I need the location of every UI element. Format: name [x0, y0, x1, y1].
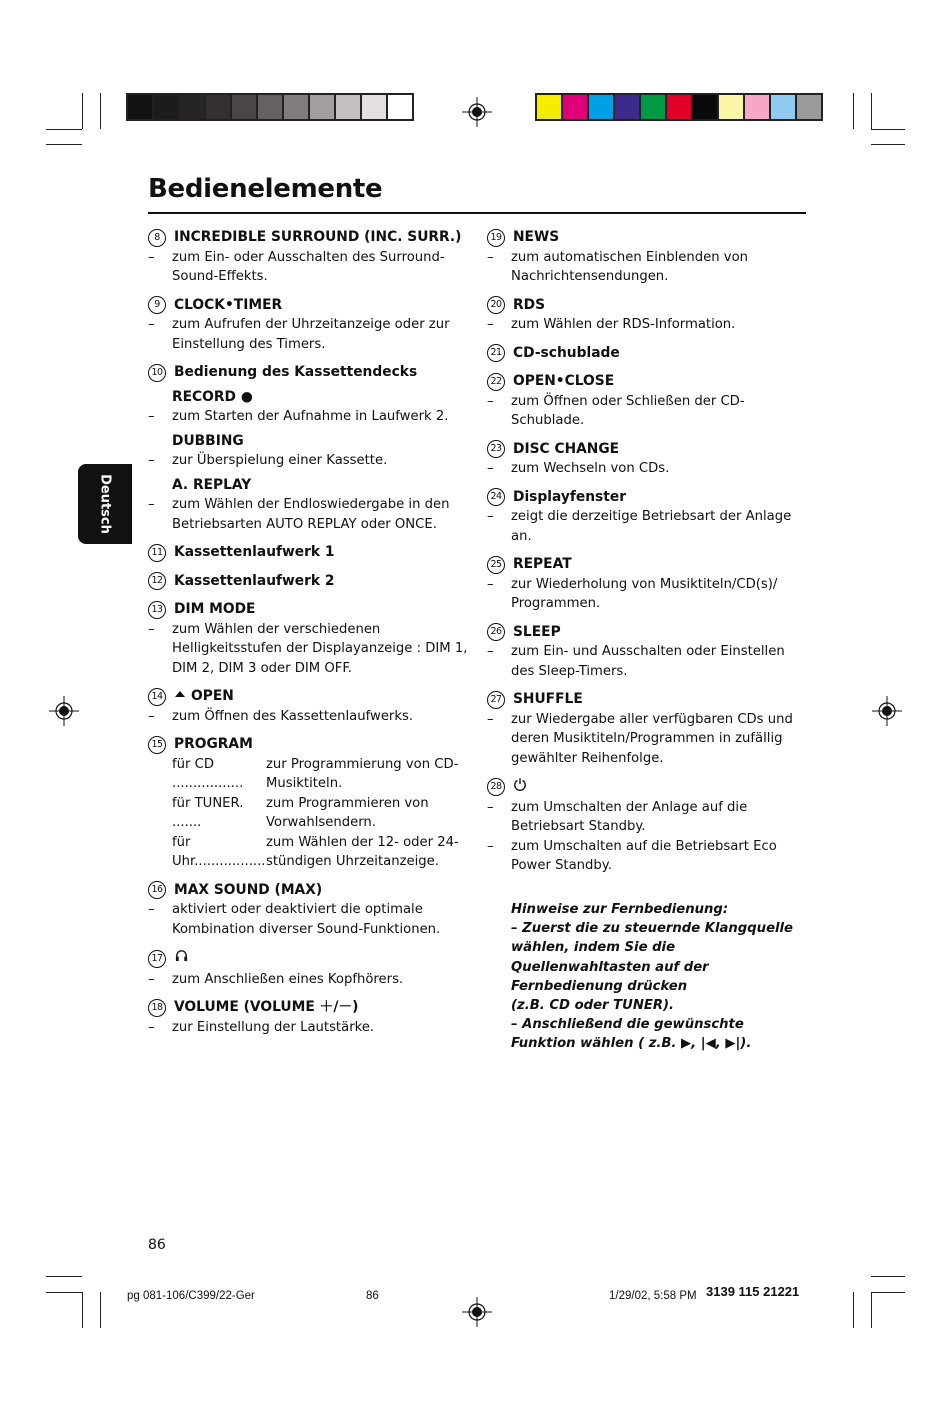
control-item — [148, 998, 470, 1037]
color-swatch — [537, 95, 563, 119]
item-description — [487, 459, 805, 479]
program-description: zum Programmieren von Vorwahlsendern. — [266, 795, 429, 830]
item-title: NEWS — [513, 229, 560, 245]
item-number: 23 — [487, 440, 505, 458]
description-text: zum Wählen der RDS-Information. — [511, 317, 736, 332]
item-number: 28 — [487, 778, 505, 796]
control-item — [148, 881, 470, 940]
description-text: zum Starten der Aufnahme in Laufwerk 2. — [172, 409, 449, 424]
hint-line: (z.B. CD oder TUNER). — [511, 998, 675, 1014]
control-heading — [148, 881, 470, 901]
dash: – — [487, 393, 494, 409]
crop-mark — [46, 144, 82, 145]
description-text: zum Öffnen des Kassettenlaufwerks. — [172, 708, 414, 724]
control-item — [148, 543, 470, 563]
control-heading — [148, 998, 470, 1018]
title-rule — [148, 212, 806, 214]
control-heading — [487, 555, 805, 575]
footer-page: 86 — [366, 1290, 379, 1302]
dash: – — [148, 497, 155, 512]
program-row — [148, 833, 470, 872]
program-mode: für Uhr................. — [172, 834, 266, 869]
program-mode: für TUNER. ....... — [172, 795, 244, 830]
description-text: zum Wählen der verschiedenen Helligkeitsstufen der Displayanzeige : DIM 1, DIM 2, DIM 3 oder DIM OFF. — [172, 621, 468, 676]
item-description — [487, 392, 805, 431]
color-swatch — [615, 95, 641, 119]
dash: – — [487, 711, 494, 727]
control-item — [148, 948, 470, 989]
description-text: aktiviert oder deaktiviert die optimale Kombination diverser Sound-Funktionen. — [172, 902, 441, 937]
control-heading — [487, 440, 805, 460]
registration-mark-icon — [872, 696, 902, 726]
sub-item-description — [148, 407, 470, 427]
control-item — [148, 296, 470, 355]
control-heading — [148, 363, 470, 383]
description-text: zum Wählen der Endloswiedergabe in den Betriebsarten AUTO REPLAY oder ONCE. — [172, 497, 450, 532]
item-description — [148, 620, 470, 679]
control-item — [487, 372, 805, 431]
color-swatch — [336, 95, 362, 119]
item-number: 24 — [487, 488, 505, 506]
dash: – — [487, 644, 494, 659]
crop-mark — [871, 1292, 905, 1293]
control-heading — [148, 687, 470, 707]
color-swatch — [154, 95, 180, 119]
control-heading — [487, 777, 805, 798]
item-number: 13 — [148, 601, 166, 619]
item-title: SLEEP — [513, 623, 561, 640]
item-title: DIM MODE — [174, 601, 256, 617]
right-column — [487, 228, 805, 885]
eject-icon — [174, 687, 186, 707]
control-heading — [487, 296, 805, 316]
footer-date: 1/29/02, 5:58 PM — [609, 1290, 697, 1302]
control-heading — [148, 296, 470, 316]
description-text: zeigt die derzeitige Betriebsart der Anlage an. — [511, 509, 792, 544]
crop-mark — [46, 1276, 82, 1277]
control-heading — [487, 488, 805, 508]
control-heading — [148, 572, 470, 592]
item-description — [487, 798, 805, 837]
item-description — [487, 710, 805, 769]
description-text: zum Öffnen oder Schließen der CD-Schublade. — [511, 393, 745, 428]
item-number: 11 — [148, 544, 166, 562]
description-text: zum Ein- oder Ausschalten des Surround-Sound-Effekts. — [172, 249, 445, 284]
item-description — [487, 507, 805, 546]
item-title: RDS — [513, 296, 546, 313]
description-text: zum Umschalten der Anlage auf die Betriebsart Standby. — [511, 799, 748, 834]
item-description — [487, 642, 805, 681]
control-heading — [148, 228, 470, 248]
registration-mark-icon — [462, 97, 492, 127]
color-swatch — [771, 95, 797, 119]
crop-mark — [82, 1292, 83, 1328]
item-number: 22 — [487, 373, 505, 391]
item-number: 17 — [148, 950, 166, 968]
item-number: 10 — [148, 364, 166, 382]
dash: – — [487, 249, 494, 265]
sub-item-title: A. REPLAY — [172, 476, 252, 493]
item-description — [148, 1018, 470, 1038]
item-title: MAX SOUND (MAX) — [174, 881, 323, 898]
language-tab — [78, 464, 132, 544]
dash: – — [148, 902, 155, 917]
control-item — [487, 440, 805, 479]
item-title: Bedienung des Kassettendecks — [174, 364, 418, 380]
dash: – — [487, 799, 494, 815]
color-swatch — [563, 95, 589, 119]
item-number: 14 — [148, 688, 166, 706]
sub-item-title: DUBBING — [172, 432, 244, 449]
item-number: 20 — [487, 296, 505, 314]
color-swatch — [719, 95, 745, 119]
item-title: VOLUME (VOLUME ＋/－) — [174, 999, 359, 1015]
crop-mark — [853, 93, 854, 129]
program-description: zum Wählen der 12- oder 24-stündigen Uhrzeitanzeige. — [266, 834, 459, 869]
item-title: OPEN — [191, 688, 234, 704]
control-item — [487, 555, 805, 614]
item-number: 19 — [487, 229, 505, 247]
control-heading — [148, 948, 470, 970]
color-swatch — [180, 95, 206, 119]
control-item — [487, 690, 805, 768]
dash: – — [487, 317, 494, 332]
item-description — [148, 707, 470, 727]
control-item — [148, 600, 470, 678]
item-number: 25 — [487, 556, 505, 574]
description-text: zur Einstellung der Lautstärke. — [172, 1019, 375, 1035]
remote-control-hint — [511, 900, 811, 1054]
crop-mark — [871, 144, 905, 145]
item-number: 12 — [148, 572, 166, 590]
color-swatch — [797, 95, 821, 119]
page-title: Bedienelemente — [148, 174, 383, 204]
sub-item-title: RECORD ● — [172, 388, 253, 405]
color-swatch — [693, 95, 719, 119]
program-row — [148, 794, 470, 833]
description-text: zum Anschließen eines Kopfhörers. — [172, 971, 404, 987]
dash: – — [148, 621, 155, 637]
item-title: OPEN•CLOSE — [513, 373, 615, 389]
hint-line: Hinweise zur Fernbedienung: — [511, 902, 729, 917]
program-mode: für CD ................. — [172, 756, 244, 791]
dash: – — [487, 509, 494, 524]
color-swatch — [232, 95, 258, 119]
control-item — [148, 228, 470, 287]
control-heading — [148, 600, 470, 620]
color-swatch — [284, 95, 310, 119]
item-description — [487, 248, 805, 287]
color-swatch — [128, 95, 154, 119]
sub-item-description — [148, 451, 470, 471]
crop-mark — [871, 129, 905, 130]
dash: – — [148, 409, 155, 424]
language-tab-label: Deutsch — [97, 474, 113, 534]
item-number: 9 — [148, 296, 166, 314]
item-title: CD-schublade — [513, 344, 620, 361]
color-swatch — [641, 95, 667, 119]
item-title: PROGRAM — [174, 736, 253, 752]
item-title: Kassettenlaufwerk 1 — [174, 544, 335, 560]
description-text: zum Umschalten auf die Betriebsart Eco Power Standby. — [511, 838, 777, 873]
footer-file: pg 081-106/C399/22-Ger — [127, 1290, 255, 1302]
control-item — [148, 687, 470, 726]
item-description — [148, 970, 470, 990]
control-heading — [148, 543, 470, 563]
control-heading — [487, 344, 805, 364]
control-item — [487, 777, 805, 876]
description-text: zum Wechseln von CDs. — [511, 461, 670, 476]
item-title: CLOCK•TIMER — [174, 296, 283, 313]
headphones-icon — [174, 948, 189, 970]
crop-mark — [100, 93, 101, 129]
description-text: zur Wiedergabe aller verfügbaren CDs und deren Musiktiteln/Programmen in zufällig gewählter Reihenfolge. — [511, 711, 793, 766]
power-icon — [513, 777, 527, 798]
item-description — [487, 575, 805, 614]
control-item — [487, 344, 805, 364]
dash: – — [148, 317, 155, 332]
sub-item-description — [148, 495, 470, 534]
item-number: 16 — [148, 881, 166, 899]
dash: – — [487, 461, 494, 476]
control-item — [148, 572, 470, 592]
description-text: zur Wiederholung von Musiktiteln/CD(s)/ Programmen. — [511, 576, 778, 611]
footer-code: 3139 115 21221 — [706, 1284, 800, 1299]
item-description — [487, 837, 805, 876]
control-heading — [487, 690, 805, 710]
item-title: SHUFFLE — [513, 691, 583, 707]
description-text: zum Aufrufen der Uhrzeitanzeige oder zur Einstellung des Timers. — [172, 317, 450, 352]
control-item — [487, 296, 805, 335]
left-column — [148, 228, 470, 1046]
color-swatch — [589, 95, 615, 119]
item-title: INCREDIBLE SURROUND (INC. SURR.) — [174, 229, 462, 245]
description-text: zum Ein- und Ausschalten oder Einstellen des Sleep-Timers. — [511, 644, 785, 679]
item-number: 18 — [148, 999, 166, 1017]
description-text: zum automatischen Einblenden von Nachrichtensendungen. — [511, 249, 749, 284]
crop-mark — [871, 1276, 905, 1277]
dash: – — [487, 838, 494, 854]
hint-line: – Zuerst die zu steuernde Klangquelle wählen, indem Sie die Quellenwahltasten auf der Fernbedienung drücken — [511, 921, 793, 994]
page-number: 86 — [148, 1237, 166, 1253]
item-description — [148, 900, 470, 939]
dash: – — [487, 576, 494, 592]
item-description — [148, 315, 470, 354]
item-title: Kassettenlaufwerk 2 — [174, 572, 335, 589]
item-title: REPEAT — [513, 556, 572, 572]
description-text: zur Überspielung einer Kassette. — [172, 453, 388, 468]
crop-mark — [100, 1292, 101, 1328]
item-number: 8 — [148, 229, 166, 247]
crop-mark — [871, 93, 872, 129]
control-item — [148, 363, 470, 534]
program-description: zur Programmierung von CD-Musiktiteln. — [266, 756, 459, 791]
crop-mark — [46, 1292, 82, 1293]
item-description — [487, 315, 805, 335]
dash: – — [148, 453, 155, 468]
dash: – — [148, 249, 155, 265]
hint-line: – Anschließend die gewünschte Funktion wählen ( z.B. ▶, |◀, ▶|). — [511, 1017, 752, 1052]
control-item — [487, 228, 805, 287]
control-item — [487, 488, 805, 547]
dash: – — [148, 708, 155, 724]
item-number: 21 — [487, 344, 505, 362]
item-number: 15 — [148, 736, 166, 754]
color-swatch — [258, 95, 284, 119]
item-title: DISC CHANGE — [513, 440, 620, 457]
crop-mark — [871, 1292, 872, 1328]
color-swatch — [206, 95, 232, 119]
dash: – — [148, 1019, 155, 1035]
color-swatch — [310, 95, 336, 119]
registration-mark-icon — [462, 1297, 492, 1327]
item-number: 26 — [487, 623, 505, 641]
dash: – — [148, 971, 155, 987]
control-item — [148, 735, 470, 872]
program-row — [148, 755, 470, 794]
color-swatch — [745, 95, 771, 119]
control-item — [487, 623, 805, 682]
color-swatch-bar — [535, 93, 823, 121]
crop-mark — [82, 93, 83, 129]
control-heading — [487, 372, 805, 392]
crop-mark — [46, 129, 82, 130]
gray-swatch-bar — [126, 93, 414, 121]
control-heading — [487, 623, 805, 643]
item-number: 27 — [487, 691, 505, 709]
color-swatch — [667, 95, 693, 119]
color-swatch — [388, 95, 412, 119]
crop-mark — [853, 1292, 854, 1328]
control-heading — [487, 228, 805, 248]
color-swatch — [362, 95, 388, 119]
control-heading — [148, 735, 470, 755]
registration-mark-icon — [49, 696, 79, 726]
item-title: Displayfenster — [513, 488, 627, 505]
item-description — [148, 248, 470, 287]
